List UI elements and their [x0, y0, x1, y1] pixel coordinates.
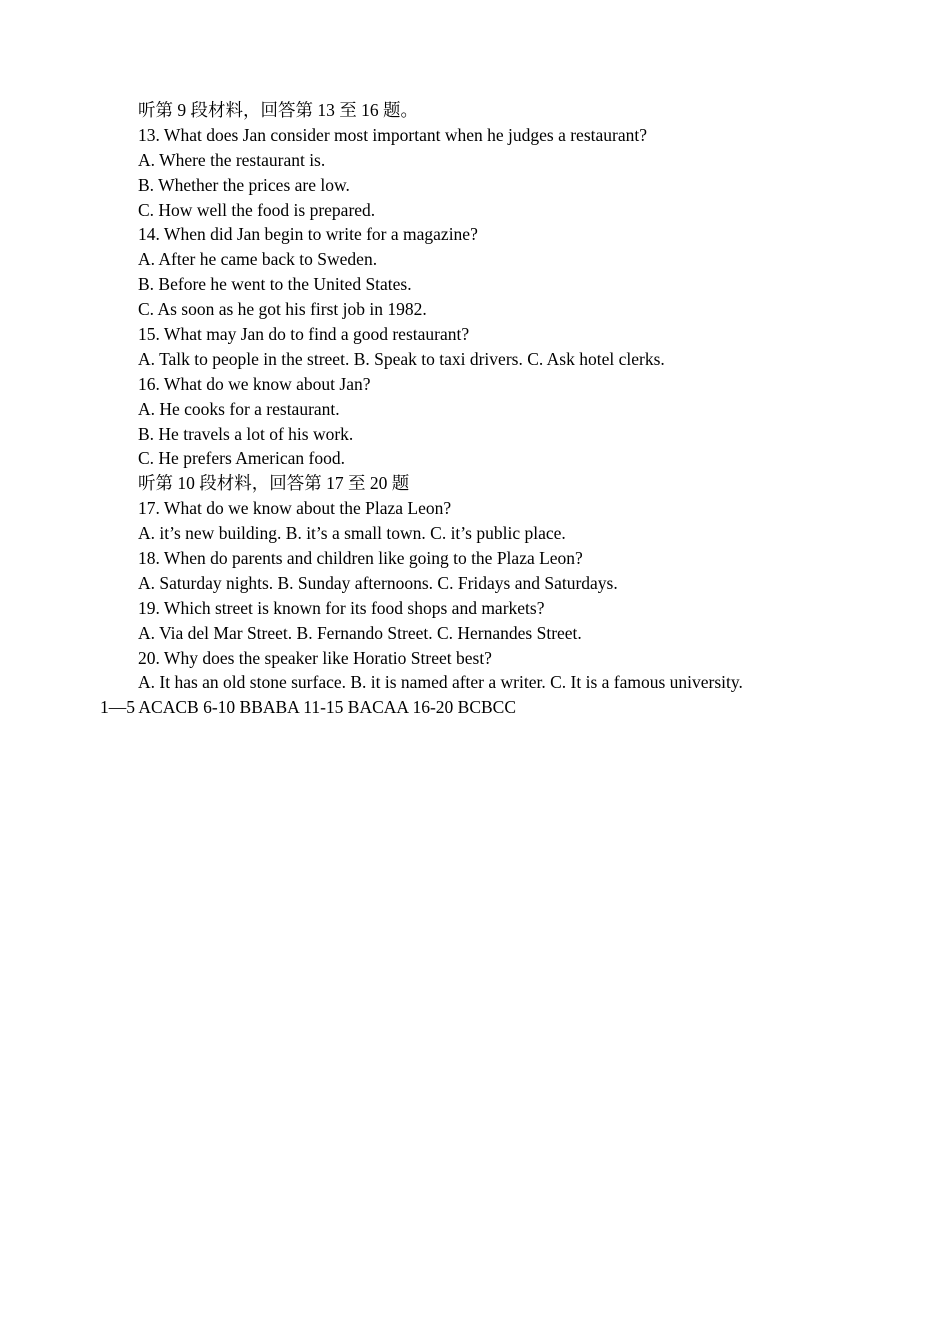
question-16-option-a: A. He cooks for a restaurant. — [138, 398, 340, 419]
question-16-option-b: B. He travels a lot of his work. — [138, 423, 354, 444]
question-19-options: A. Via del Mar Street. B. Fernando Street. C. Hernandes Street. — [138, 622, 582, 643]
question-16-option-c: C. He prefers American food. — [138, 448, 346, 469]
document-body — [100, 98, 860, 720]
question-13-option-c: C. How well the food is prepared. — [138, 199, 376, 220]
question-13-option-a: A. Where the restaurant is. — [138, 149, 326, 170]
section-heading-9: 听第 9 段材料，回答第 13 至 16 题。 — [138, 100, 418, 120]
question-18-options: A. Saturday nights. B. Sunday afternoons. C. Fridays and Saturdays. — [138, 572, 618, 593]
question-19: 19. Which street is known for its food shops and markets? — [138, 597, 545, 618]
question-14-option-a: A. After he came back to Sweden. — [138, 249, 378, 270]
answer-key: 1—5 ACACB 6-10 BBABA 11-15 BACAA 16-20 BCBCC — [100, 697, 517, 718]
question-20: 20. Why does the speaker like Horatio Street best? — [138, 647, 492, 668]
question-14-option-c: C. As soon as he got his first job in 1982. — [138, 299, 427, 320]
section-heading-10: 听第 10 段材料，回答第 17 至 20 题 — [138, 473, 410, 494]
question-14-option-b: B. Before he went to the United States. — [138, 274, 412, 295]
question-20-options: A. It has an old stone surface. B. it is named after a writer. C. It is a famous university. — [138, 672, 743, 693]
question-17: 17. What do we know about the Plaza Leon? — [138, 498, 452, 519]
question-13: 13. What does Jan consider most important when he judges a restaurant? — [138, 124, 647, 145]
question-14: 14. When did Jan begin to write for a magazine? — [138, 224, 478, 245]
question-15-options: A. Talk to people in the street. B. Speak to taxi drivers. C. Ask hotel clerks. — [138, 348, 665, 369]
question-16: 16. What do we know about Jan? — [138, 373, 371, 394]
question-15: 15. What may Jan do to find a good restaurant? — [138, 324, 470, 345]
question-18: 18. When do parents and children like going to the Plaza Leon? — [138, 548, 583, 569]
question-17-options: A. it’s new building. B. it’s a small town. C. it’s public place. — [138, 523, 566, 544]
question-13-option-b: B. Whether the prices are low. — [138, 174, 350, 195]
